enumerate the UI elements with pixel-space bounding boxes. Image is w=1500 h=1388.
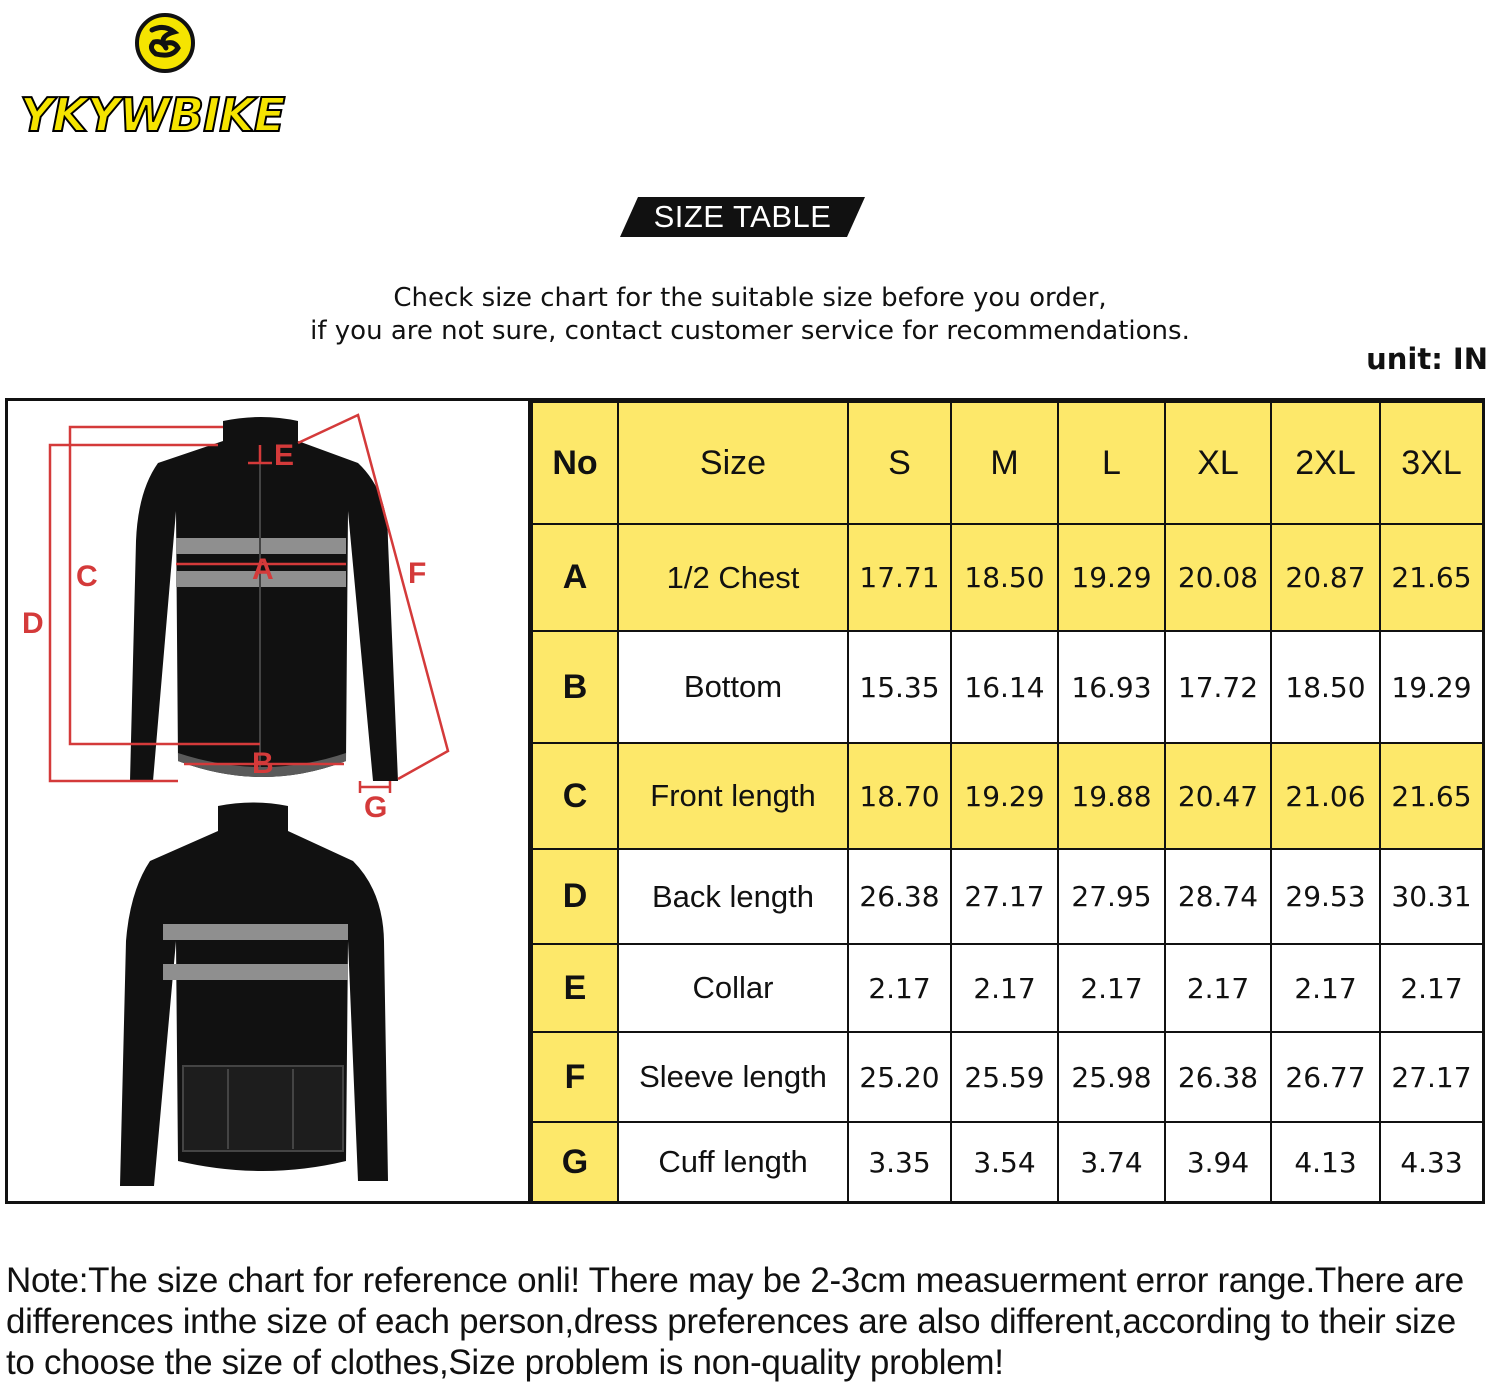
table-header-row xyxy=(532,402,1483,524)
note-line-1: Note:The size chart for reference onli! There may be 2-3cm measuerment error range.There are xyxy=(6,1261,1464,1300)
table-row-d xyxy=(532,849,1483,944)
row-name: 1/2 Chest xyxy=(618,524,848,631)
cell-2xl: 29.53 xyxy=(1271,849,1380,944)
cell-3xl: 27.17 xyxy=(1380,1032,1483,1122)
cell-m: 2.17 xyxy=(951,944,1058,1032)
intro-line-2: if you are not sure, contact customer service for recommendations. xyxy=(310,316,1190,346)
row-code: F xyxy=(532,1032,618,1122)
diagram-label-d: D xyxy=(22,607,44,640)
banner-title: SIZE TABLE xyxy=(653,199,832,234)
cell-xl: 28.74 xyxy=(1165,849,1271,944)
cell-l: 27.95 xyxy=(1058,849,1165,944)
cell-l: 19.88 xyxy=(1058,743,1165,849)
header-m: M xyxy=(951,402,1058,524)
diagram-label-a: A xyxy=(252,553,274,586)
cell-2xl: 20.87 xyxy=(1271,524,1380,631)
cell-2xl: 4.13 xyxy=(1271,1122,1380,1202)
header-l: L xyxy=(1058,402,1165,524)
table-row-c xyxy=(532,743,1483,849)
diagram-label-g: G xyxy=(364,791,388,824)
size-table xyxy=(531,401,1484,1203)
cell-2xl: 26.77 xyxy=(1271,1032,1380,1122)
cell-xl: 20.08 xyxy=(1165,524,1271,631)
cell-s: 3.35 xyxy=(848,1122,951,1202)
note-line-3: to choose the size of clothes,Size problem is non-quality problem! xyxy=(6,1343,1004,1382)
cell-s: 26.38 xyxy=(848,849,951,944)
intro-line-1: Check size chart for the suitable size before you order, xyxy=(393,283,1107,313)
cell-3xl: 2.17 xyxy=(1380,944,1483,1032)
row-code: B xyxy=(532,631,618,743)
row-name: Cuff length xyxy=(618,1122,848,1202)
cell-xl: 17.72 xyxy=(1165,631,1271,743)
diagram-label-b: B xyxy=(252,747,274,780)
row-name: Sleeve length xyxy=(618,1032,848,1122)
cell-2xl: 2.17 xyxy=(1271,944,1380,1032)
table-row-g xyxy=(532,1122,1483,1202)
row-code: G xyxy=(532,1122,618,1202)
cell-2xl: 21.06 xyxy=(1271,743,1380,849)
jersey-measurement-diagram xyxy=(8,401,528,1201)
row-name: Bottom xyxy=(618,631,848,743)
row-code: C xyxy=(532,743,618,849)
header-xl: XL xyxy=(1165,402,1271,524)
cell-3xl: 21.65 xyxy=(1380,743,1483,849)
intro-text xyxy=(0,282,1500,348)
cell-l: 2.17 xyxy=(1058,944,1165,1032)
row-name: Back length xyxy=(618,849,848,944)
cell-m: 19.29 xyxy=(951,743,1058,849)
row-code: E xyxy=(532,944,618,1032)
cell-s: 18.70 xyxy=(848,743,951,849)
cell-l: 16.93 xyxy=(1058,631,1165,743)
cell-xl: 2.17 xyxy=(1165,944,1271,1032)
header-3xl: 3XL xyxy=(1380,402,1483,524)
cell-l: 19.29 xyxy=(1058,524,1165,631)
cell-xl: 3.94 xyxy=(1165,1122,1271,1202)
cell-s: 25.20 xyxy=(848,1032,951,1122)
row-name: Front length xyxy=(618,743,848,849)
brand-name: YKYWBIKE xyxy=(20,88,285,142)
table-row-f xyxy=(532,1032,1483,1122)
size-note xyxy=(6,1260,1500,1383)
cell-l: 3.74 xyxy=(1058,1122,1165,1202)
cell-2xl: 18.50 xyxy=(1271,631,1380,743)
header-2xl: 2XL xyxy=(1271,402,1380,524)
row-name: Collar xyxy=(618,944,848,1032)
cell-m: 18.50 xyxy=(951,524,1058,631)
cell-xl: 26.38 xyxy=(1165,1032,1271,1122)
diagram-label-c: C xyxy=(76,560,98,593)
cell-3xl: 19.29 xyxy=(1380,631,1483,743)
table-row-a xyxy=(532,524,1483,631)
cell-s: 15.35 xyxy=(848,631,951,743)
jersey-front-icon xyxy=(130,417,398,781)
row-code: A xyxy=(532,524,618,631)
cell-3xl: 30.31 xyxy=(1380,849,1483,944)
cell-l: 25.98 xyxy=(1058,1032,1165,1122)
cell-m: 3.54 xyxy=(951,1122,1058,1202)
cell-m: 27.17 xyxy=(951,849,1058,944)
cell-xl: 20.47 xyxy=(1165,743,1271,849)
cell-3xl: 4.33 xyxy=(1380,1122,1483,1202)
note-line-2: differences inthe size of each person,dress preferences are also different,according to their size xyxy=(6,1302,1456,1341)
header-no: No xyxy=(532,402,618,524)
cell-s: 17.71 xyxy=(848,524,951,631)
cell-s: 2.17 xyxy=(848,944,951,1032)
header-s: S xyxy=(848,402,951,524)
table-row-b xyxy=(532,631,1483,743)
unit-label: unit: IN xyxy=(1366,342,1488,376)
diagram-label-e: E xyxy=(274,439,295,472)
jersey-back-icon xyxy=(120,803,388,1187)
cell-3xl: 21.65 xyxy=(1380,524,1483,631)
row-code: D xyxy=(532,849,618,944)
table-row-e xyxy=(532,944,1483,1032)
cell-m: 25.59 xyxy=(951,1032,1058,1122)
header-size: Size xyxy=(618,402,848,524)
diagram-label-f: F xyxy=(408,557,427,590)
cell-m: 16.14 xyxy=(951,631,1058,743)
